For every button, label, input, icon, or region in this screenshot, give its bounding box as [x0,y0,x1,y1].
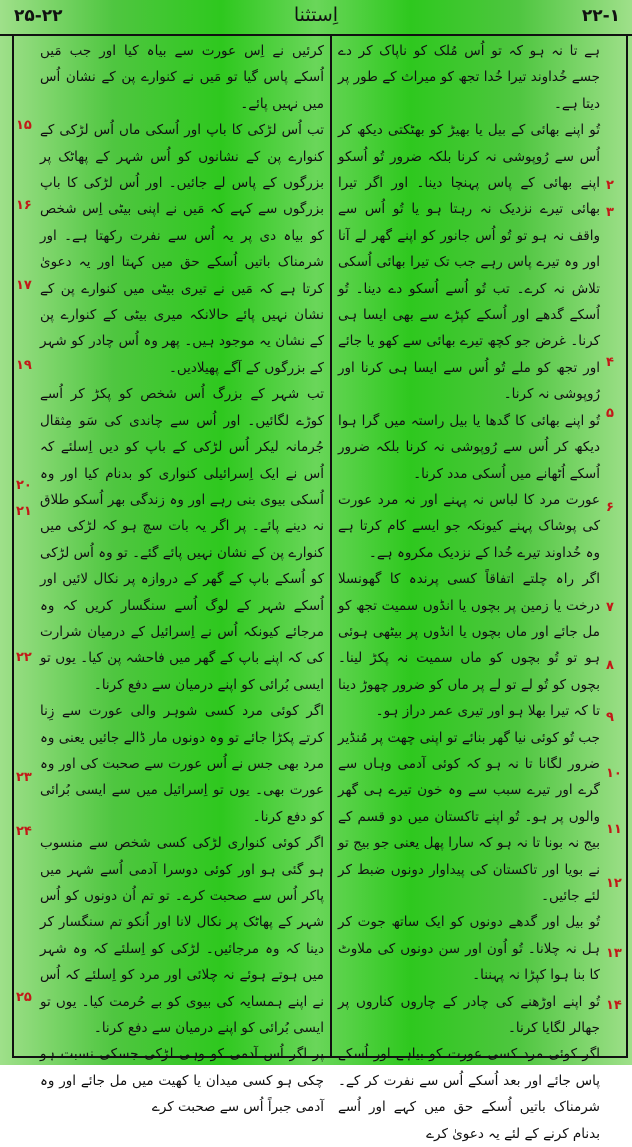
page-range-right: ۲۲-۱ [581,6,620,26]
verse-number: ۷ [606,600,614,615]
verse-number: ۴ [606,355,614,370]
verse-number: ۱۶ [16,198,32,213]
verse-number: ۸ [606,658,614,673]
paragraph: تُو اپنے بھائی کے بیل یا بھیڑ کو بھٹکتی دیکھ کر اُس سے رُوپوشی نہ کرنا بلکہ ضرور تُو اُسکو اپنے بھائی کے پاس پہنچا دینا۔ اور اگر تیرا بھائی تیرے نزدیک نہ رہتا ہو یا تُو اُس سے واقف نہ ہو تو تُو اُس جانور کو اپنے گھر لے آنا اور وہ تیرے پاس رہے جب تک تیرا بھائی اُسکی تلاش نہ کرے۔ تب تُو اُسے اُسکو دے دینا۔ تُو اُسکے گدھے اور اُسکے کپڑے سے بھی ایسا ہی کرنا۔ غرض جو کچھ تیرے بھائی سے کھو یا جائے اور تجھ کو ملے تُو اُس سے ایسا ہی کرنا اور رُوپوشی نہ کرنا۔ [338,122,600,403]
paragraph: اگر کوئی مرد کسی شوہر والی عورت سے زِنا کرتے پکڑا جائے تو وہ دونوں مار ڈالے جائیں یعنی وہ مرد بھی جس نے اُس عورت سے صحبت کی اور وہ عورت بھی۔ یوں تو اِسرائیل میں سے ایسی بُرائی کو دفع کرنا۔ [40,703,324,825]
right-text-column [338,38,600,1147]
column-divider [330,36,332,1056]
paragraph: اگر کوئی مرد کسی عورت کو بیاہے اور اُسکے پاس جائے اور بعد اُسکے اُس سے نفرت کر کے۔ شرمناک باتیں اُسکے حق میں کہے اور اُسے بدنام کرنے کے لئے یہ دعویٰ کرے [338,1046,600,1142]
paragraph: تب شہر کے بزرگ اُس شخص کو پکڑ کر اُسے کوڑے لگائیں۔ اور اُس سے چاندی کی سَو مِثقال جُرمانہ لیکر اُس لڑکی کے باپ کو دیں اِسلئے کہ اُس نے ایک اِسرائیلی کنواری کو بدنام کیا اور وہ اُسکی بیوی بنی رہے اور وہ زندگی بھر اُسکو طلاق نہ دینے پائے۔ پر اگر یہ بات سچ ہو کہ لڑکی میں کنوارے پن کے نشان نہیں پائے گئے۔ تو وہ اُس لڑکی کو اُسکے باپ کے گھر کے دروازہ پر نکال لائیں اور اُسکے شہر کے لوگ اُسے سنگسار کریں کہ وہ مرجائے کیونکہ اُس نے اِسرائیل کے درمیان شرارت کی کہ اپنے باپ کے گھر میں فاحشہ پن کیا۔ یوں تو ایسی بُرائی کو اپنے درمیان سے دفع کرنا۔ [40,386,324,693]
verse-number: ۲۰ [16,478,32,493]
paragraph: ہے تا نہ ہو کہ تو اُس مُلک کو ناپاک کر دے جسے خُداوند تیرا خُدا تجھ کو میراث کے طور پر دیتا ہے۔ [338,43,600,112]
verse-number: ۲۵ [16,990,32,1005]
verse-number: ۶ [606,500,614,515]
book-title: اِستثنا [293,4,339,26]
paragraph: پر اگر اُس آدمی کو وہی لڑکی جسکی نسبت ہو چکی ہو کسی میدان یا کھیت میں مل جائے اور وہ آدمی جبراً اُس سے صحبت کرے [40,1046,324,1116]
paragraph: اگر راہ چلتے اتفاقاً کسی پرندہ کا گھونسلا درخت یا زمین پر بچوں یا انڈوں سمیت تجھ کو مل جائے اور ماں بچوں یا انڈوں پر بیٹھی ہوئی ہو تو تُو بچوں کو ماں سمیت نہ پکڑ لینا۔ بچوں کو تُو لے تو لے پر ماں کو ضرور چھوڑ دینا تا کہ تیرا بھلا ہو اور تیری عمر دراز ہو۔ [338,571,600,720]
verse-number: ۱۲ [606,876,622,891]
paragraph: عورت مرد کا لباس نہ پہنے اور نہ مرد عورت کی پوشاک پہنے کیونکہ جو ایسے کام کرتا ہے وہ خُداوند تیرے خُدا کے نزدیک مکروہ ہے۔ [338,491,600,561]
verse-number: ۲۱ [16,504,32,519]
verse-number: ۱۹ [16,358,32,373]
verse-number: ۱۷ [16,278,32,293]
verse-number: ۵ [606,406,614,421]
verse-number: ۱۰ [606,766,622,781]
paragraph: جب تُو کوئی نیا گھر بنائے تو اپنی چھت پر مُنڈیر ضرور لگانا تا نہ ہو کہ کوئی آدمی وہاں سے گرے اور تیرے سبب سے وہ خون تیرے ہی گھر والوں پر ہو۔ تُو اپنے تاکستان میں دو قسم کے بیج نہ بونا تا نہ ہو کہ سارا پھل یعنی جو بیج تو نے بویا اور تاکستان کی پیداوار دونوں ضبط کر لئے جائیں۔ [338,729,600,904]
verse-number: ۳ [606,205,614,220]
verse-number: ۱۴ [606,998,622,1013]
verse-number: ۱۵ [16,118,32,133]
paragraph: اگر کوئی کنواری لڑکی کسی شخص سے منسوب ہو گئی ہو اور کوئی دوسرا آدمی اُسے شہر میں پاکر اُس سے صحبت کرے۔ تو تم اُن دونوں کو اُس شہر کے پھاٹک پر نکال لانا اور اُنکو تم سنگسار کر دینا کہ وہ مرجائیں۔ لڑکی کو اِسلئے کہ وہ شہر میں ہوتے ہوئے نہ چلائی اور مرد کو اِسلئے کہ اُس نے اپنے ہمسایہ کی بیوی کو بے حُرمت کیا۔ یوں تو ایسی بُرائی کو اپنے درمیان سے دفع کرنا۔ [40,835,324,1037]
left-text-column [40,38,324,1121]
paragraph: تُو بیل اور گدھے دونوں کو ایک ساتھ جوت کر ہل نہ چلانا۔ تُو اُون اور سن دونوں کی ملاوٹ کا بنا ہوا کپڑا نہ پہننا۔ [338,914,600,984]
verse-number: ۱۱ [606,822,622,837]
verse-number: ۲۴ [16,824,32,839]
verse-number: ۲۳ [16,770,32,785]
verse-number: ۲ [606,178,614,193]
paragraph: کرئیں نے اِس عورت سے بیاہ کیا اور جب مَیں اُسکے پاس گیا تو مَیں نے کنوارے پن کے نشان اُس میں نہیں پائے۔ [40,43,324,112]
paragraph: تُو اپنے اوڑھنے کی چادر کے چاروں کناروں پر جھالر لگایا کرنا۔ [338,993,600,1037]
verse-number: ۱۳ [606,946,622,961]
paragraph: تب اُس لڑکی کا باپ اور اُسکی ماں اُس لڑکی کے کنوارے پن کے نشانوں کو اُس شہر کے پھاٹک پر بزرگوں کے پاس لے جائیں۔ اور اُس لڑکی کا باپ بزرگوں سے کہے کہ مَیں نے اپنی بیٹی اِس شخص کو بیاہ دی پر یہ اُس سے نفرت رکھتا ہے۔ اور شرمناک باتیں اُسکے حق میں کہتا اور یہ دعویٰ کرتا ہے کہ مَیں نے تیری بیٹی میں کنوارے پن کے نشان نہیں پائے حالانکہ میری بیٹی کے کنوارے پن کے نشان یہ موجود ہیں۔ پھر وہ اُس چادر کو شہر کے بزرگوں کے آگے پھیلادیں۔ [40,122,324,376]
verse-number: ۹ [606,710,614,725]
paragraph: تُو اپنے بھائی کا گدھا یا بیل راستہ میں گرا ہوا دیکھ کر اُس سے رُوپوشی نہ کرنا بلکہ ضرور اُسکے اُٹھانے میں اُسکی مدد کرنا۔ [338,412,600,482]
page-header [0,0,632,36]
verse-number: ۲۲ [16,650,32,665]
page-range-left: ۲۵-۲۲ [14,6,63,26]
